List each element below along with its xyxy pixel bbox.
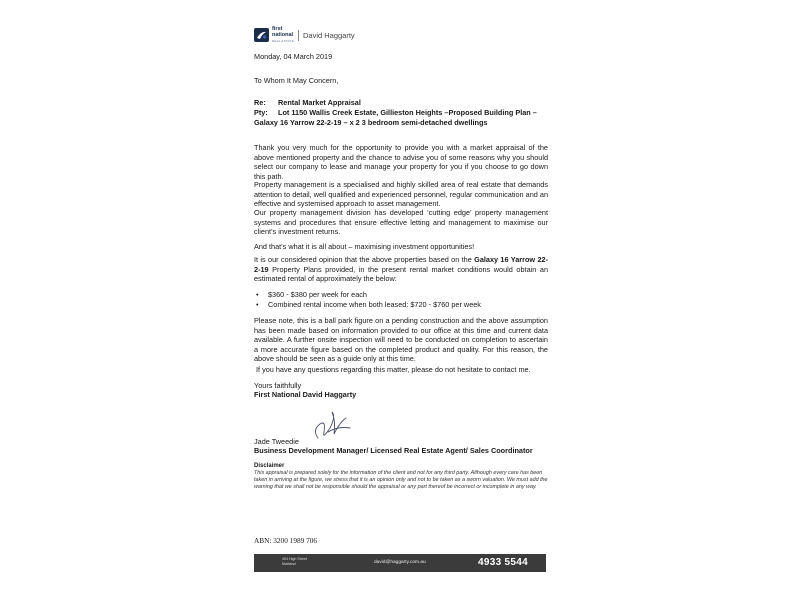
disclaimer-body: This appraisal is prepared solely for the information of the client and not for any third party. Although every care has been taken in arriving at the figure, we stress that it is an opinion only and not to be taken as a sworn valuation. We must add the warning that we shall not be responsible should the appraisal or any part thereof be incorrect or incomplete in any way. [254,470,548,490]
re-value: Rental Market Appraisal [278,98,361,107]
paragraph-ball-park-note: Please note, this is a ball park figure on a pending construction and the above assumption has been made based on information provided to our office at this time and current data available. A further onsite inspection will need to be conducted on completion to ascertain a more accurate figure based on the completed product and quality. For this reason, the above should be seen as a guide only at this time. [254,316,548,364]
logo-tagline: REAL ESTATE [272,39,294,43]
paragraph-opinion [254,255,548,284]
list-item: • Combined rental income when both leased: $720 - $760 per week [254,300,481,310]
rental-estimate-list [254,290,481,309]
handwritten-signature [306,408,356,449]
pty-value-line1: Lot 1150 Wallis Creek Estate, Gillieston Heights –Proposed Building Plan – [278,108,537,117]
logo-brand-line1: first [272,26,283,32]
signatory-title: Business Development Manager/ Licensed Real Estate Agent/ Sales Coordinator [254,446,533,455]
paragraph-property-management: Property management is a specialised and highly skilled area of real estate that demands attention to detail, well qualified and experienced personnel, regular communication and an effective and systemised approach to asset management. [254,180,548,209]
disclaimer-title: Disclaimer [254,463,285,469]
pty-label: Pty: [254,108,268,117]
footer-email: david@haggarty.com.au [374,560,426,565]
logo-divider [298,30,299,41]
footer-address-line1: 454 High Street [282,557,307,561]
opinion-plan-name: Galaxy 16 Yarrow 22-2-19 [254,255,549,274]
closing-line: Yours faithfully [254,381,302,390]
letter-date: Monday, 04 March 2019 [254,52,333,61]
footer-address [282,557,307,567]
footer-phone: 4933 5544 [478,557,528,568]
list-item: • $360 - $380 per week for each [254,290,481,300]
re-label: Re: [254,98,266,107]
abn-number: ABN: 3200 1989 706 [254,536,318,545]
footer-address-line2: Maitland [282,562,296,566]
closing-company: First National David Haggarty [254,390,357,399]
salutation: To Whom It May Concern, [254,76,339,85]
opinion-start: It is our considered opinion that the above properties based on the [254,255,475,264]
logo-brand-text [272,26,294,44]
letterhead-logo [254,27,355,43]
opinion-rest: Property Plans provided, in the present rental market conditions would obtain an estimated rental of approximately the below: [254,264,548,284]
footer-bar [254,554,546,572]
paragraph-systems: Our property management division has developed ‘cutting edge’ property management systems and procedures that ensure effective letting and management to maximise our client’s investment returns. [254,208,548,237]
pty-value-line2: Galaxy 16 Yarrow 22-2-19 – x 2 3 bedroom semi-detached dwellings [254,118,488,127]
first-national-logo-icon [254,28,269,42]
paragraph-intro: Thank you very much for the opportunity to provide you with a market appraisal of the above mentioned property and the chance to advise you of some reasons why you should select our company to lease and manage your property for you if you choose to go down this path. [254,143,548,181]
logo-brand-line2: national [272,32,294,38]
paragraph-questions: If you have any questions regarding this matter, please do not hesitate to contact me. [256,365,531,374]
logo-agency-name: David Haggarty [302,30,355,40]
signatory-name: Jade Tweedie [254,437,299,446]
paragraph-maximising: And that’s what it is all about – maximising investment opportunities! [254,242,475,251]
